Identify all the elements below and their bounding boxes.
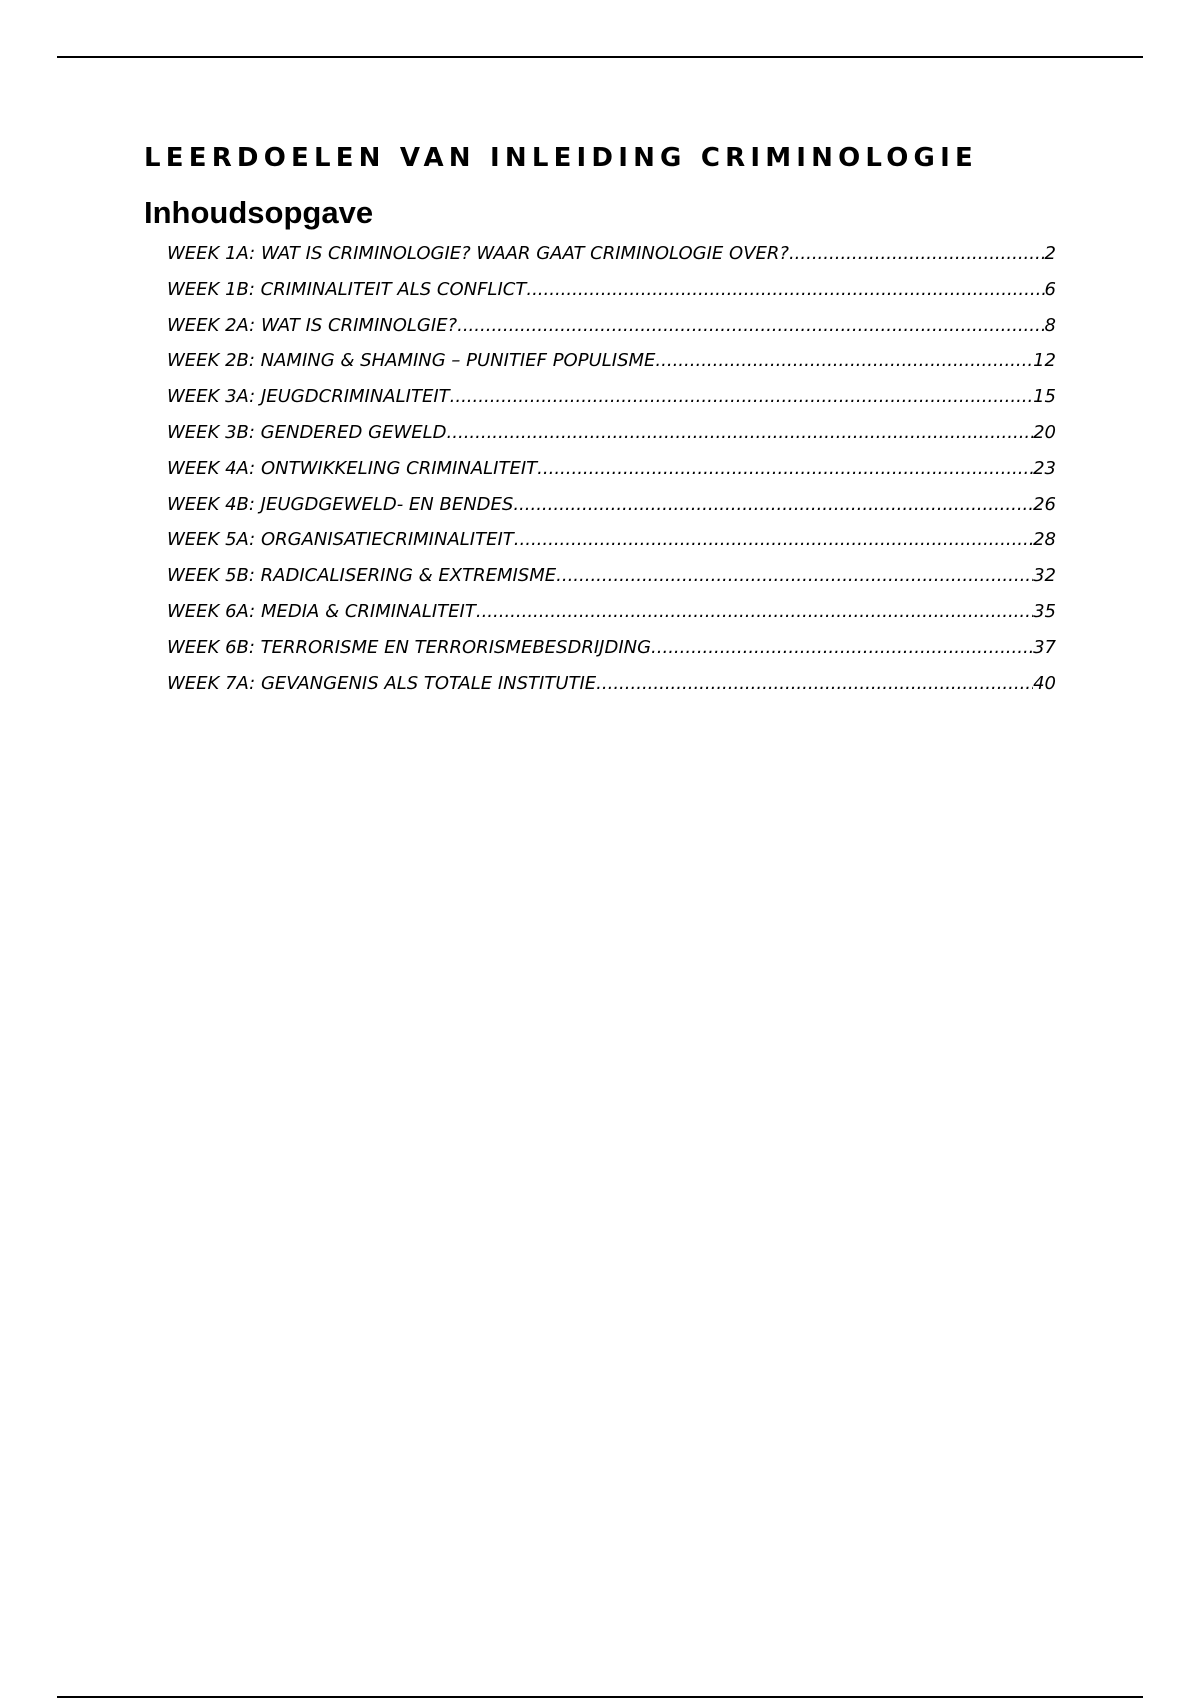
toc-dot-leader bbox=[537, 451, 1033, 487]
toc-entry-page: 26 bbox=[1033, 493, 1056, 515]
toc-entry-title: WEEK 2B: NAMING & SHAMING – PUNITIEF POPULISME bbox=[167, 350, 656, 372]
footer-rule bbox=[57, 1696, 1143, 1698]
toc-dot-leader bbox=[556, 558, 1033, 594]
toc-dot-leader bbox=[655, 343, 1033, 379]
toc-dot-leader bbox=[476, 594, 1033, 630]
toc-dot-leader bbox=[789, 236, 1045, 272]
toc-dot-leader bbox=[526, 272, 1044, 308]
toc-heading: Inhoudsopgave bbox=[144, 195, 374, 230]
toc-dot-leader bbox=[447, 415, 1034, 451]
toc-entry-page: 28 bbox=[1033, 529, 1056, 551]
toc-entry-title: WEEK 2A: WAT IS CRIMINOLGIE? bbox=[167, 314, 458, 336]
toc-entry[interactable] bbox=[167, 343, 1056, 379]
toc-dot-leader bbox=[457, 308, 1044, 344]
toc-entry[interactable] bbox=[167, 308, 1056, 344]
toc-entry-title: WEEK 6A: MEDIA & CRIMINALITEIT bbox=[167, 600, 476, 622]
toc-entry[interactable] bbox=[167, 558, 1056, 594]
toc-entry-title: WEEK 7A: GEVANGENIS ALS TOTALE INSTITUTIE bbox=[167, 672, 597, 694]
toc-entry[interactable] bbox=[167, 415, 1056, 451]
toc-dot-leader bbox=[596, 666, 1033, 702]
toc-entry-title: WEEK 1B: CRIMINALITEIT ALS CONFLICT bbox=[167, 278, 527, 300]
toc-entry[interactable] bbox=[167, 379, 1056, 415]
header-rule bbox=[57, 56, 1143, 58]
toc-entry[interactable] bbox=[167, 666, 1056, 702]
toc-entry-page: 32 bbox=[1033, 565, 1056, 587]
toc-entry-page: 8 bbox=[1044, 314, 1056, 336]
toc-entry[interactable] bbox=[167, 594, 1056, 630]
toc-entry[interactable] bbox=[167, 630, 1056, 666]
toc-entry-title: WEEK 5B: RADICALISERING & EXTREMISME bbox=[167, 565, 557, 587]
toc-dot-leader bbox=[450, 379, 1033, 415]
toc-entry-page: 35 bbox=[1033, 600, 1056, 622]
toc-entry-title: WEEK 3A: JEUGDCRIMINALITEIT bbox=[167, 386, 450, 408]
toc-entry-page: 2 bbox=[1044, 243, 1056, 264]
toc-entry-page: 12 bbox=[1033, 350, 1056, 372]
table-of-contents bbox=[144, 236, 1056, 701]
toc-entry-title: WEEK 5A: ORGANISATIECRIMINALITEIT bbox=[167, 529, 514, 551]
toc-entry-page: 37 bbox=[1033, 636, 1056, 658]
toc-entry-page: 20 bbox=[1033, 421, 1056, 443]
toc-entry[interactable] bbox=[167, 451, 1056, 487]
toc-entry-page: 15 bbox=[1033, 386, 1056, 408]
toc-dot-leader bbox=[514, 522, 1033, 558]
toc-entry-page: 6 bbox=[1044, 278, 1056, 300]
toc-entry[interactable] bbox=[167, 522, 1056, 558]
toc-dot-leader bbox=[513, 487, 1033, 523]
toc-entry-title: WEEK 4B: JEUGDGEWELD- EN BENDES bbox=[167, 493, 514, 515]
document-body bbox=[144, 136, 1056, 701]
toc-entry-title: WEEK 6B: TERRORISME EN TERRORISMEBESDRIJDING bbox=[167, 636, 652, 658]
toc-entry-page: 40 bbox=[1033, 672, 1056, 694]
toc-entry-page: 23 bbox=[1033, 457, 1056, 479]
toc-entry-title: WEEK 3B: GENDERED GEWELD bbox=[167, 421, 447, 443]
toc-entry-title: WEEK 4A: ONTWIKKELING CRIMINALITEIT bbox=[167, 457, 538, 479]
toc-entry[interactable] bbox=[167, 272, 1056, 308]
toc-entry[interactable] bbox=[167, 236, 1056, 272]
toc-entry-title: WEEK 1A: WAT IS CRIMINOLOGIE? WAAR GAAT CRIMINOLOGIE OVER? bbox=[167, 243, 789, 264]
toc-entry[interactable] bbox=[167, 487, 1056, 523]
toc-dot-leader bbox=[651, 630, 1033, 666]
document-title: LEERDOELEN VAN INLEIDING CRIMINOLOGIE bbox=[144, 143, 978, 173]
